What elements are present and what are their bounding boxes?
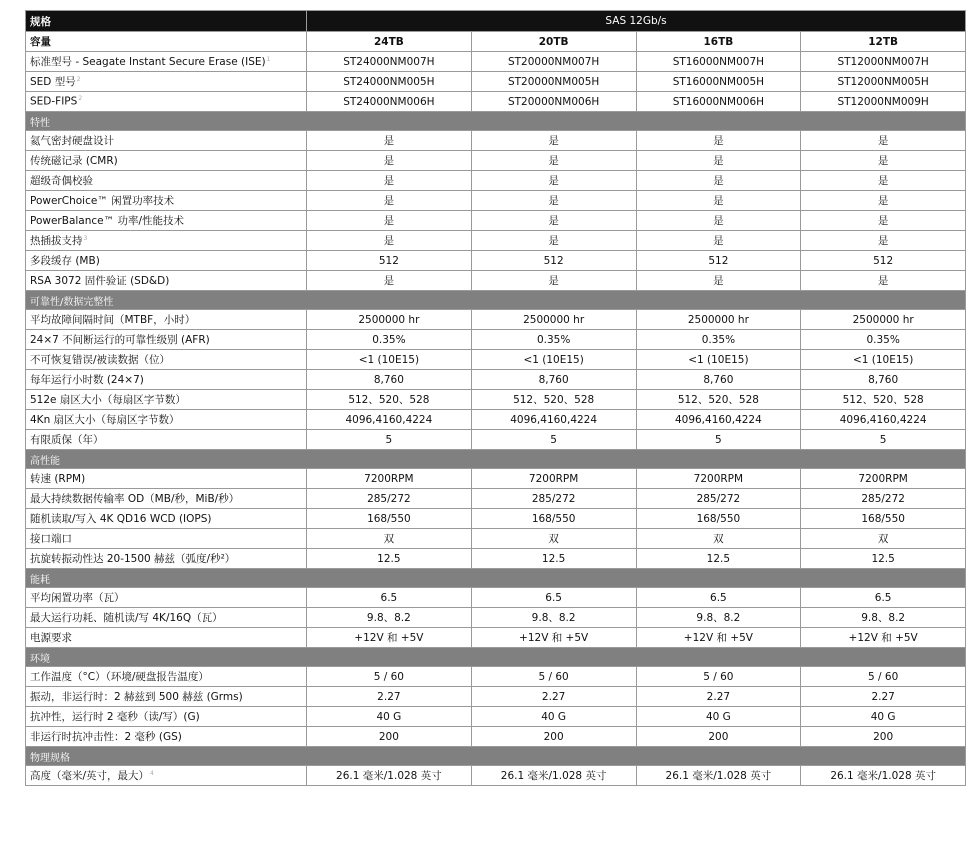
spec-value: <1 (10E15) (471, 350, 636, 370)
spec-value: 双 (801, 529, 966, 549)
spec-row (26, 310, 966, 330)
spec-label: 平均闲置功率（瓦） (26, 588, 307, 608)
spec-value: 是 (307, 271, 472, 291)
spec-value: 168/550 (307, 509, 472, 529)
spec-row (26, 687, 966, 707)
spec-value: 26.1 毫米/1.028 英寸 (636, 766, 801, 786)
spec-value: 285/272 (636, 489, 801, 509)
section-title: 高性能 (26, 450, 966, 469)
spec-value: 是 (471, 171, 636, 191)
spec-value: 是 (471, 271, 636, 291)
spec-value: 512 (307, 251, 472, 271)
spec-row (26, 151, 966, 171)
spec-value: 5 (471, 430, 636, 450)
spec-value: 是 (636, 151, 801, 171)
spec-label: PowerBalance™ 功率/性能技术 (26, 211, 307, 231)
spec-row (26, 667, 966, 687)
spec-value: 5 / 60 (636, 667, 801, 687)
spec-value: 是 (801, 191, 966, 211)
spec-value: ST20000NM005H (471, 72, 636, 92)
capacity-value: 12TB (801, 32, 966, 52)
spec-value: <1 (10E15) (636, 350, 801, 370)
spec-value: 40 G (307, 707, 472, 727)
spec-value: ST20000NM007H (471, 52, 636, 72)
footnote-marker: 1 (266, 55, 271, 63)
spec-value: ST24000NM005H (307, 72, 472, 92)
spec-value: 是 (307, 171, 472, 191)
spec-value: 5 / 60 (471, 667, 636, 687)
spec-value: 12.5 (471, 549, 636, 569)
capacity-row (26, 32, 966, 52)
spec-value: 200 (307, 727, 472, 747)
section-header (26, 291, 966, 310)
spec-value: 5 (636, 430, 801, 450)
spec-value: 是 (636, 171, 801, 191)
spec-label: 传统磁记录 (CMR) (26, 151, 307, 171)
spec-label-text: 高度（毫米/英寸，最大） (30, 770, 150, 782)
spec-value: 168/550 (636, 509, 801, 529)
spec-value: 5 / 60 (307, 667, 472, 687)
spec-value: 285/272 (801, 489, 966, 509)
spec-row (26, 727, 966, 747)
spec-label: RSA 3072 固件验证 (SD&D) (26, 271, 307, 291)
spec-row (26, 707, 966, 727)
section-title: 环境 (26, 648, 966, 667)
spec-value: 200 (636, 727, 801, 747)
capacity-value: 20TB (471, 32, 636, 52)
spec-row (26, 608, 966, 628)
spec-row (26, 231, 966, 251)
spec-label: 最大运行功耗、随机读/写 4K/16Q（瓦） (26, 608, 307, 628)
spec-value: 200 (801, 727, 966, 747)
header-row (26, 11, 966, 32)
spec-row (26, 628, 966, 648)
spec-row (26, 211, 966, 231)
spec-value: 2.27 (636, 687, 801, 707)
spec-value: 26.1 毫米/1.028 英寸 (801, 766, 966, 786)
spec-value: 8,760 (636, 370, 801, 390)
spec-value: ST24000NM006H (307, 92, 472, 112)
spec-row (26, 52, 966, 72)
spec-row (26, 430, 966, 450)
spec-row (26, 330, 966, 350)
capacity-label: 容量 (26, 32, 307, 52)
spec-row (26, 370, 966, 390)
spec-table (25, 10, 966, 786)
spec-value: 是 (307, 191, 472, 211)
spec-label: 不可恢复错误/被读数据（位） (26, 350, 307, 370)
interface-label: SAS 12Gb/s (307, 11, 966, 32)
spec-value: +12V 和 +5V (471, 628, 636, 648)
spec-value: 512、520、528 (471, 390, 636, 410)
spec-value: 5 (307, 430, 472, 450)
spec-row (26, 509, 966, 529)
spec-label: 24×7 不间断运行的可靠性级别 (AFR) (26, 330, 307, 350)
spec-value: 6.5 (307, 588, 472, 608)
spec-value: 是 (307, 211, 472, 231)
spec-label: 每年运行小时数 (24×7) (26, 370, 307, 390)
spec-value: +12V 和 +5V (801, 628, 966, 648)
spec-value: 0.35% (801, 330, 966, 350)
spec-value: 2500000 hr (471, 310, 636, 330)
spec-value: 5 / 60 (801, 667, 966, 687)
spec-row (26, 72, 966, 92)
spec-value: 双 (471, 529, 636, 549)
spec-label: 工作温度（°C）（环境/硬盘报告温度） (26, 667, 307, 687)
spec-row (26, 251, 966, 271)
spec-label: 接口端口 (26, 529, 307, 549)
spec-label: 转速 (RPM) (26, 469, 307, 489)
spec-label (26, 72, 307, 92)
spec-value: 是 (307, 231, 472, 251)
spec-value: 12.5 (801, 549, 966, 569)
spec-value: 4096,4160,4224 (636, 410, 801, 430)
spec-value: ST12000NM009H (801, 92, 966, 112)
spec-value: 是 (801, 231, 966, 251)
spec-value: 8,760 (307, 370, 472, 390)
section-header (26, 648, 966, 667)
capacity-value: 16TB (636, 32, 801, 52)
spec-value: 是 (471, 211, 636, 231)
spec-label: 抗旋转振动性达 20-1500 赫兹（弧度/秒²） (26, 549, 307, 569)
footnote-marker: 2 (76, 75, 81, 83)
spec-value: 是 (801, 151, 966, 171)
spec-value: 8,760 (471, 370, 636, 390)
spec-label: 多段缓存 (MB) (26, 251, 307, 271)
spec-value: 是 (307, 131, 472, 151)
spec-row (26, 191, 966, 211)
spec-value: 285/272 (307, 489, 472, 509)
spec-label: 抗冲性，运行时 2 毫秒（读/写）(G) (26, 707, 307, 727)
spec-label-text: SED 型号 (30, 76, 76, 88)
spec-value: 512 (801, 251, 966, 271)
spec-row (26, 390, 966, 410)
spec-value: 5 (801, 430, 966, 450)
spec-value: 是 (471, 191, 636, 211)
section-title: 特性 (26, 112, 966, 131)
spec-label (26, 231, 307, 251)
spec-label (26, 92, 307, 112)
spec-value: 512、520、528 (636, 390, 801, 410)
spec-value: 7200RPM (801, 469, 966, 489)
spec-row (26, 549, 966, 569)
spec-value: 是 (636, 271, 801, 291)
spec-value: 26.1 毫米/1.028 英寸 (307, 766, 472, 786)
spec-value: 是 (636, 191, 801, 211)
spec-value: 是 (471, 151, 636, 171)
spec-value: 168/550 (801, 509, 966, 529)
spec-row (26, 489, 966, 509)
spec-value: 26.1 毫米/1.028 英寸 (471, 766, 636, 786)
spec-value: 0.35% (307, 330, 472, 350)
spec-value: 40 G (471, 707, 636, 727)
spec-label: 电源要求 (26, 628, 307, 648)
spec-value: 是 (801, 131, 966, 151)
spec-value: ST20000NM006H (471, 92, 636, 112)
spec-value: 是 (636, 211, 801, 231)
spec-value: 512、520、528 (801, 390, 966, 410)
section-header (26, 112, 966, 131)
spec-value: 512、520、528 (307, 390, 472, 410)
spec-value: 200 (471, 727, 636, 747)
spec-value: ST12000NM007H (801, 52, 966, 72)
capacity-value: 24TB (307, 32, 472, 52)
spec-value: 6.5 (801, 588, 966, 608)
spec-value: 7200RPM (307, 469, 472, 489)
spec-value: 40 G (801, 707, 966, 727)
section-title: 物理规格 (26, 747, 966, 766)
spec-value: 是 (307, 151, 472, 171)
spec-value: 7200RPM (471, 469, 636, 489)
spec-label-text: 热插拔支持 (30, 235, 83, 247)
spec-row (26, 171, 966, 191)
spec-value: 是 (636, 231, 801, 251)
spec-label: 非运行时抗冲击性：2 毫秒 (GS) (26, 727, 307, 747)
spec-value: 2500000 hr (801, 310, 966, 330)
spec-label-text: SED-FIPS (30, 95, 78, 108)
spec-value: 4096,4160,4224 (307, 410, 472, 430)
spec-value: ST16000NM005H (636, 72, 801, 92)
spec-value: +12V 和 +5V (636, 628, 801, 648)
spec-value: 是 (801, 271, 966, 291)
spec-value: 0.35% (471, 330, 636, 350)
spec-value: ST24000NM007H (307, 52, 472, 72)
spec-value: 8,760 (801, 370, 966, 390)
spec-label: PowerChoice™ 闲置功率技术 (26, 191, 307, 211)
spec-value: 512 (636, 251, 801, 271)
spec-value: 168/550 (471, 509, 636, 529)
spec-row (26, 469, 966, 489)
spec-label: 平均故障间隔时间（MTBF，小时） (26, 310, 307, 330)
spec-value: ST16000NM007H (636, 52, 801, 72)
spec-label: 随机读取/写入 4K QD16 WCD (IOPS) (26, 509, 307, 529)
spec-label-text: 标准型号 - Seagate Instant Secure Erase (ISE) (30, 56, 266, 68)
spec-value: 9.8、8.2 (471, 608, 636, 628)
spec-value: 9.8、8.2 (801, 608, 966, 628)
spec-value: 双 (636, 529, 801, 549)
spec-value: 双 (307, 529, 472, 549)
footnote-marker: 4 (150, 769, 154, 777)
spec-row (26, 410, 966, 430)
spec-value: 512 (471, 251, 636, 271)
footnote-marker: 2 (78, 95, 83, 103)
spec-value: 0.35% (636, 330, 801, 350)
spec-value: <1 (10E15) (801, 350, 966, 370)
spec-value: 是 (636, 131, 801, 151)
spec-value: ST12000NM005H (801, 72, 966, 92)
spec-row (26, 350, 966, 370)
spec-label: 4Kn 扇区大小（每扇区字节数） (26, 410, 307, 430)
spec-value: +12V 和 +5V (307, 628, 472, 648)
section-title: 可靠性/数据完整性 (26, 291, 966, 310)
spec-label: 氦气密封硬盘设计 (26, 131, 307, 151)
spec-value: ST16000NM006H (636, 92, 801, 112)
spec-value: 6.5 (471, 588, 636, 608)
spec-value: 是 (801, 171, 966, 191)
header-label: 规格 (26, 11, 307, 32)
spec-value: 285/272 (471, 489, 636, 509)
spec-label: 超级奇偶校验 (26, 171, 307, 191)
spec-value: 2.27 (471, 687, 636, 707)
section-header (26, 747, 966, 766)
spec-value: 12.5 (636, 549, 801, 569)
spec-label: 有限质保（年） (26, 430, 307, 450)
section-title: 能耗 (26, 569, 966, 588)
spec-value: 4096,4160,4224 (471, 410, 636, 430)
spec-value: 2.27 (801, 687, 966, 707)
spec-value: 9.8、8.2 (636, 608, 801, 628)
spec-value: 40 G (636, 707, 801, 727)
spec-row (26, 92, 966, 112)
spec-value: 2500000 hr (636, 310, 801, 330)
spec-value: <1 (10E15) (307, 350, 472, 370)
spec-value: 9.8、8.2 (307, 608, 472, 628)
spec-label (26, 52, 307, 72)
spec-row (26, 588, 966, 608)
spec-value: 7200RPM (636, 469, 801, 489)
spec-label: 最大持续数据传输率 OD（MB/秒，MiB/秒） (26, 489, 307, 509)
spec-value: 6.5 (636, 588, 801, 608)
spec-value: 12.5 (307, 549, 472, 569)
spec-value: 是 (801, 211, 966, 231)
spec-value: 2.27 (307, 687, 472, 707)
spec-value: 是 (471, 131, 636, 151)
spec-row (26, 529, 966, 549)
footnote-marker: 3 (83, 234, 88, 242)
spec-label: 振动，非运行时：2 赫兹到 500 赫兹 (Grms) (26, 687, 307, 707)
section-header (26, 569, 966, 588)
spec-row (26, 131, 966, 151)
spec-label (26, 766, 307, 786)
spec-row (26, 271, 966, 291)
spec-value: 2500000 hr (307, 310, 472, 330)
spec-value: 4096,4160,4224 (801, 410, 966, 430)
section-header (26, 450, 966, 469)
spec-value: 是 (471, 231, 636, 251)
spec-row (26, 766, 966, 786)
spec-label: 512e 扇区大小（每扇区字节数） (26, 390, 307, 410)
